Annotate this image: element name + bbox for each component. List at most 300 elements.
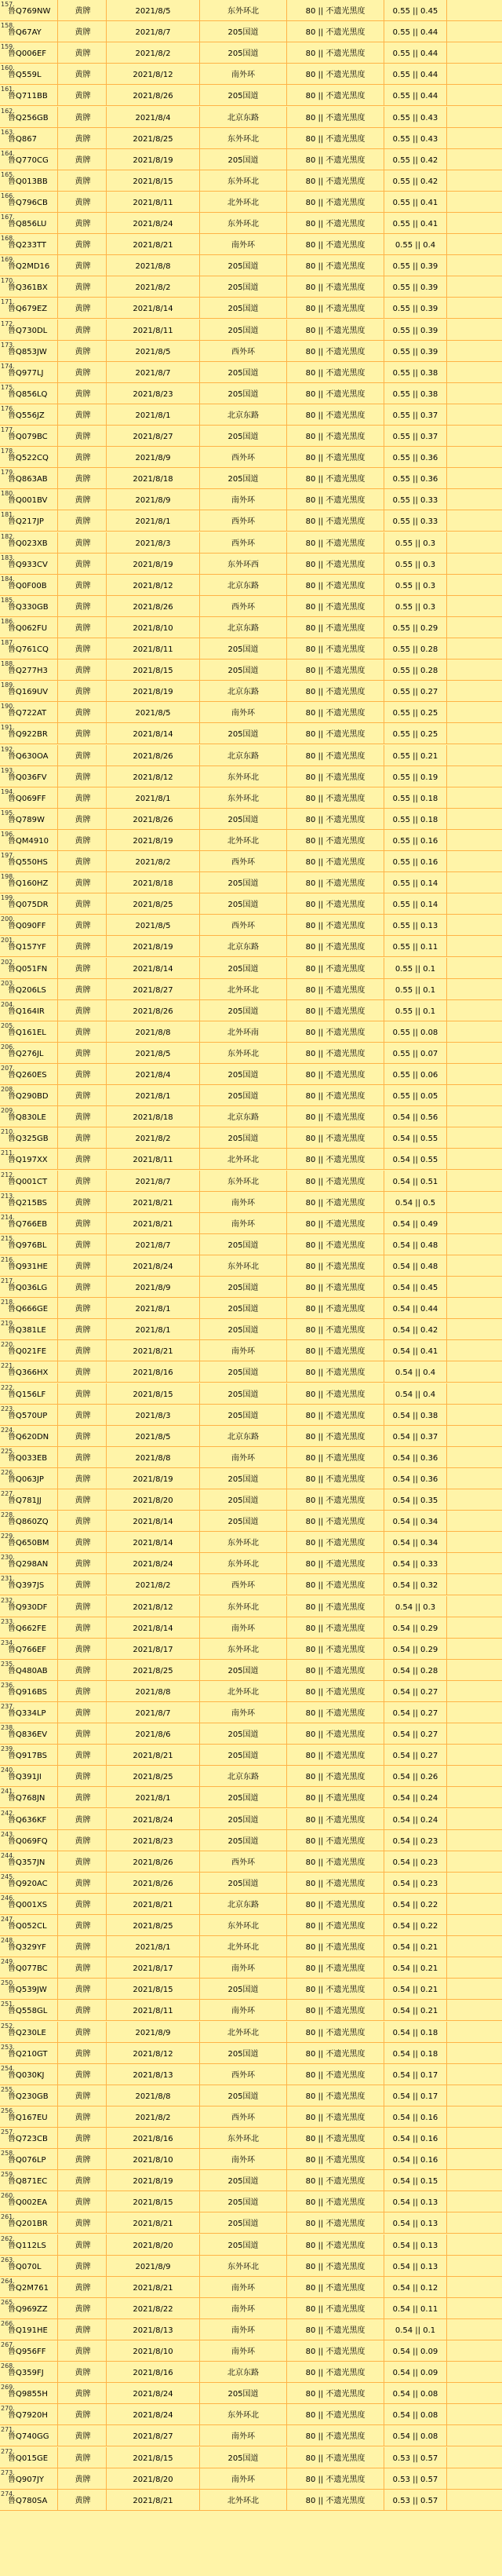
row-index: 241. — [1, 1788, 15, 1796]
table-row — [0, 1957, 502, 1979]
location-cell: 西外环 — [200, 1851, 287, 1872]
score-cell: 0.54 || 0.23 — [384, 1830, 447, 1851]
plate-number: 鲁Q036FV — [6, 766, 58, 787]
row-index: 255. — [1, 2085, 15, 2093]
row-index: 207. — [1, 1065, 15, 1072]
score-cell: 0.55 || 0.13 — [384, 915, 447, 935]
plate-color: 黄牌 — [60, 128, 107, 148]
score-cell: 0.55 || 0.37 — [384, 426, 447, 446]
plate-color: 黄牌 — [60, 1596, 107, 1617]
location-cell: 205国道 — [200, 1830, 287, 1851]
table-row — [0, 2468, 502, 2490]
violation-code: 80 || 不遗光黑度 — [287, 85, 384, 105]
date-cell: 2021/8/16 — [107, 1361, 200, 1382]
row-index: 258. — [1, 2150, 15, 2158]
score-cell: 0.53 || 0.57 — [384, 2447, 447, 2468]
row-index: 201. — [1, 937, 15, 945]
date-cell: 2021/8/26 — [107, 745, 200, 765]
row-index: 178. — [1, 448, 15, 455]
violation-code: 80 || 不遗光黑度 — [287, 575, 384, 595]
row-index: 222. — [1, 1383, 15, 1391]
violation-code: 80 || 不遗光黑度 — [287, 2000, 384, 2020]
plate-number: 鲁Q856LU — [6, 213, 58, 233]
violation-code: 80 || 不遗光黑度 — [287, 1511, 384, 1531]
location-cell: 205国道 — [200, 2234, 287, 2255]
row-index: 176. — [1, 404, 15, 412]
table-row — [0, 1361, 502, 1383]
date-cell: 2021/8/5 — [107, 702, 200, 722]
plate-number: 鲁Q069FF — [6, 787, 58, 808]
violation-code: 80 || 不遗光黑度 — [287, 1064, 384, 1084]
date-cell: 2021/8/11 — [107, 2000, 200, 2020]
location-cell: 南外环 — [200, 2277, 287, 2297]
plate-color: 黄牌 — [60, 1085, 107, 1105]
date-cell: 2021/8/18 — [107, 872, 200, 893]
plate-color: 黄牌 — [60, 1319, 107, 1339]
violation-code: 80 || 不遗光黑度 — [287, 2043, 384, 2063]
date-cell: 2021/8/11 — [107, 1149, 200, 1169]
location-cell: 205国道 — [200, 2191, 287, 2212]
score-cell: 0.54 || 0.13 — [384, 2234, 447, 2255]
violation-code: 80 || 不遗光黑度 — [287, 1660, 384, 1680]
score-cell: 0.55 || 0.4 — [384, 234, 447, 254]
violation-code: 80 || 不遗光黑度 — [287, 1085, 384, 1105]
plate-color: 黄牌 — [60, 276, 107, 297]
score-cell: 0.55 || 0.45 — [384, 0, 447, 20]
date-cell: 2021/8/15 — [107, 170, 200, 191]
score-cell: 0.54 || 0.27 — [384, 1723, 447, 1744]
row-index: 167. — [1, 214, 15, 221]
row-index: 268. — [1, 2362, 15, 2370]
location-cell: 北京东路 — [200, 1894, 287, 1914]
location-cell: 南外环 — [200, 1192, 287, 1212]
date-cell: 2021/8/14 — [107, 1617, 200, 1638]
row-index: 196. — [1, 830, 15, 838]
plate-number: 鲁Q359FJ — [6, 2362, 58, 2382]
violation-code: 80 || 不遗光黑度 — [287, 936, 384, 956]
table-row — [0, 532, 502, 554]
plate-color: 黄牌 — [60, 1489, 107, 1510]
plate-number: 鲁Q033EB — [6, 1447, 58, 1467]
location-cell: 北京东路 — [200, 575, 287, 595]
location-cell: 南外环 — [200, 1340, 287, 1361]
violation-code: 80 || 不遗光黑度 — [287, 1447, 384, 1467]
violation-code: 80 || 不遗光黑度 — [287, 192, 384, 212]
plate-number: 鲁Q169UV — [6, 681, 58, 701]
plate-number: 鲁Q277H3 — [6, 660, 58, 680]
plate-number: 鲁Q290BD — [6, 1085, 58, 1105]
plate-color: 黄牌 — [60, 1915, 107, 1935]
plate-color: 黄牌 — [60, 851, 107, 871]
location-cell: 南外环 — [200, 1702, 287, 1723]
location-cell: 205国道 — [200, 255, 287, 276]
table-row — [0, 383, 502, 404]
score-cell: 0.55 || 0.06 — [384, 1064, 447, 1084]
plate-color: 黄牌 — [60, 1830, 107, 1851]
plate-number: 鲁Q230LE — [6, 2022, 58, 2042]
row-index: 265. — [1, 2298, 15, 2306]
date-cell: 2021/8/26 — [107, 85, 200, 105]
location-cell: 西外环 — [200, 851, 287, 871]
table-row — [0, 1851, 502, 1873]
plate-color: 黄牌 — [60, 1957, 107, 1978]
violation-code: 80 || 不遗光黑度 — [287, 2319, 384, 2340]
location-cell: 北外环南 — [200, 1021, 287, 1042]
score-cell: 0.54 || 0.16 — [384, 2106, 447, 2127]
plate-number: 鲁Q976BL — [6, 1234, 58, 1255]
violation-code: 80 || 不遗光黑度 — [287, 2022, 384, 2042]
row-index: 202. — [1, 958, 15, 966]
row-index: 211. — [1, 1149, 15, 1157]
plate-color: 黄牌 — [60, 2212, 107, 2233]
location-cell: 北外环北 — [200, 830, 287, 850]
plate-number: 鲁Q650BM — [6, 1532, 58, 1552]
violation-code: 80 || 不遗光黑度 — [287, 1192, 384, 1212]
location-cell: 205国道 — [200, 1277, 287, 1297]
table-row — [0, 554, 502, 575]
score-cell: 0.55 || 0.43 — [384, 107, 447, 127]
violation-code: 80 || 不遗光黑度 — [287, 2277, 384, 2297]
plate-color: 黄牌 — [60, 2085, 107, 2106]
table-row — [0, 1532, 502, 1553]
table-row — [0, 2064, 502, 2085]
plate-number: 鲁Q002EA — [6, 2191, 58, 2212]
plate-color: 黄牌 — [60, 979, 107, 999]
plate-color: 黄牌 — [60, 447, 107, 467]
score-cell: 0.54 || 0.13 — [384, 2212, 447, 2233]
plate-number: 鲁Q630OA — [6, 745, 58, 765]
score-cell: 0.54 || 0.48 — [384, 1234, 447, 1255]
plate-number: 鲁Q366HX — [6, 1361, 58, 1382]
table-row — [0, 2298, 502, 2319]
table-row — [0, 2340, 502, 2362]
table-row — [0, 1043, 502, 1064]
date-cell: 2021/8/7 — [107, 1234, 200, 1255]
location-cell: 205国道 — [200, 1468, 287, 1489]
score-cell: 0.54 || 0.55 — [384, 1149, 447, 1169]
table-row — [0, 2085, 502, 2106]
table-row — [0, 1915, 502, 1936]
date-cell: 2021/8/19 — [107, 2170, 200, 2191]
date-cell: 2021/8/21 — [107, 1213, 200, 1233]
score-cell: 0.54 || 0.29 — [384, 1617, 447, 1638]
date-cell: 2021/8/24 — [107, 213, 200, 233]
plate-number: 鲁Q722AT — [6, 702, 58, 722]
table-row — [0, 1766, 502, 1787]
plate-color: 黄牌 — [60, 2256, 107, 2276]
score-cell: 0.54 || 0.41 — [384, 1340, 447, 1361]
table-row — [0, 170, 502, 192]
violation-code: 80 || 不遗光黑度 — [287, 1171, 384, 1191]
row-index: 270. — [1, 2405, 15, 2413]
date-cell: 2021/8/14 — [107, 723, 200, 744]
score-cell: 0.55 || 0.44 — [384, 64, 447, 84]
row-index: 181. — [1, 511, 15, 519]
violation-code: 80 || 不遗光黑度 — [287, 362, 384, 382]
violation-code: 80 || 不遗光黑度 — [287, 255, 384, 276]
table-row — [0, 298, 502, 319]
table-row — [0, 1574, 502, 1595]
location-cell: 205国道 — [200, 809, 287, 829]
row-index: 209. — [1, 1107, 15, 1115]
location-cell: 南外环 — [200, 2000, 287, 2020]
table-row — [0, 1405, 502, 1426]
location-cell: 205国道 — [200, 893, 287, 914]
row-index: 239. — [1, 1745, 15, 1753]
table-row — [0, 787, 502, 809]
row-index: 168. — [1, 235, 15, 243]
table-row — [0, 1787, 502, 1808]
row-index: 157. — [1, 1, 15, 8]
row-index: 189. — [1, 681, 15, 689]
row-index: 261. — [1, 2213, 15, 2221]
score-cell: 0.54 || 0.13 — [384, 2191, 447, 2212]
score-cell: 0.54 || 0.18 — [384, 2043, 447, 2063]
location-cell: 205国道 — [200, 298, 287, 318]
location-cell: 北外环北 — [200, 2490, 287, 2510]
violation-code: 80 || 不遗光黑度 — [287, 170, 384, 191]
score-cell: 0.55 || 0.3 — [384, 532, 447, 553]
plate-number: 鲁Q836EV — [6, 1723, 58, 1744]
row-index: 172. — [1, 320, 15, 327]
row-index: 191. — [1, 724, 15, 732]
table-row — [0, 0, 502, 21]
violation-code: 80 || 不遗光黑度 — [287, 1149, 384, 1169]
violation-code: 80 || 不遗光黑度 — [287, 107, 384, 127]
row-index: 190. — [1, 703, 15, 711]
plate-number: 鲁Q330GB — [6, 596, 58, 616]
location-cell: 205国道 — [200, 149, 287, 170]
row-index: 183. — [1, 554, 15, 561]
date-cell: 2021/8/21 — [107, 1340, 200, 1361]
location-cell: 西外环 — [200, 341, 287, 361]
table-row — [0, 1149, 502, 1170]
score-cell: 0.54 || 0.38 — [384, 1405, 447, 1425]
plate-number: 鲁Q2M761 — [6, 2277, 58, 2297]
score-cell: 0.55 || 0.28 — [384, 638, 447, 659]
date-cell: 2021/8/2 — [107, 851, 200, 871]
plate-number: 鲁Q933CV — [6, 554, 58, 574]
location-cell: 东外环北 — [200, 1596, 287, 1617]
score-cell: 0.54 || 0.21 — [384, 2000, 447, 2020]
plate-number: 鲁Q977LJ — [6, 362, 58, 382]
location-cell: 南外环 — [200, 2468, 287, 2489]
score-cell: 0.54 || 0.36 — [384, 1447, 447, 1467]
table-row — [0, 2425, 502, 2446]
date-cell: 2021/8/15 — [107, 1383, 200, 1404]
date-cell: 2021/8/20 — [107, 2234, 200, 2255]
date-cell: 2021/8/1 — [107, 1787, 200, 1807]
plate-color: 黄牌 — [60, 830, 107, 850]
plate-number: 鲁Q070L — [6, 2256, 58, 2276]
location-cell: 东外环北 — [200, 1255, 287, 1276]
violation-code: 80 || 不遗光黑度 — [287, 0, 384, 20]
score-cell: 0.55 || 0.38 — [384, 362, 447, 382]
row-index: 210. — [1, 1128, 15, 1136]
violation-code: 80 || 不遗光黑度 — [287, 554, 384, 574]
row-index: 193. — [1, 766, 15, 774]
plate-number: 鲁Q766EB — [6, 1213, 58, 1233]
date-cell: 2021/8/18 — [107, 1106, 200, 1127]
violation-code: 80 || 不遗光黑度 — [287, 1766, 384, 1786]
violation-code: 80 || 不遗光黑度 — [287, 1639, 384, 1659]
score-cell: 0.53 || 0.57 — [384, 2490, 447, 2510]
date-cell: 2021/8/2 — [107, 2106, 200, 2127]
violation-code: 80 || 不遗光黑度 — [287, 1000, 384, 1021]
location-cell: 西外环 — [200, 915, 287, 935]
score-cell: 0.54 || 0.27 — [384, 1681, 447, 1701]
plate-color: 黄牌 — [60, 2319, 107, 2340]
score-cell: 0.55 || 0.19 — [384, 766, 447, 787]
row-index: 217. — [1, 1277, 15, 1284]
date-cell: 2021/8/12 — [107, 766, 200, 787]
plate-color: 黄牌 — [60, 2298, 107, 2318]
table-row — [0, 64, 502, 85]
location-cell: 205国道 — [200, 2085, 287, 2106]
score-cell: 0.54 || 0.21 — [384, 1979, 447, 1999]
row-index: 216. — [1, 1255, 15, 1263]
row-index: 250. — [1, 1979, 15, 1987]
plate-number: 鲁Q191HE — [6, 2319, 58, 2340]
table-row — [0, 660, 502, 681]
date-cell: 2021/8/13 — [107, 2064, 200, 2085]
location-cell: 东外环北 — [200, 1639, 287, 1659]
score-cell: 0.54 || 0.27 — [384, 1702, 447, 1723]
plate-number: 鲁Q856LQ — [6, 383, 58, 404]
date-cell: 2021/8/23 — [107, 383, 200, 404]
row-index: 228. — [1, 1511, 15, 1519]
location-cell: 南外环 — [200, 489, 287, 510]
plate-color: 黄牌 — [60, 617, 107, 638]
row-index: 274. — [1, 2490, 15, 2497]
plate-color: 黄牌 — [60, 1127, 107, 1148]
plate-number: 鲁Q079BC — [6, 426, 58, 446]
table-row — [0, 2149, 502, 2170]
violation-code: 80 || 不遗光黑度 — [287, 723, 384, 744]
location-cell: 205国道 — [200, 2043, 287, 2063]
violation-code: 80 || 不遗光黑度 — [287, 1255, 384, 1276]
date-cell: 2021/8/8 — [107, 1021, 200, 1042]
score-cell: 0.54 || 0.28 — [384, 1660, 447, 1680]
violation-code: 80 || 不遗光黑度 — [287, 596, 384, 616]
date-cell: 2021/8/10 — [107, 617, 200, 638]
violation-code: 80 || 不遗光黑度 — [287, 383, 384, 404]
score-cell: 0.54 || 0.34 — [384, 1511, 447, 1531]
table-row — [0, 1660, 502, 1681]
date-cell: 2021/8/15 — [107, 2447, 200, 2468]
plate-number: 鲁Q112LS — [6, 2234, 58, 2255]
location-cell: 205国道 — [200, 1319, 287, 1339]
row-index: 212. — [1, 1171, 15, 1178]
score-cell: 0.54 || 0.29 — [384, 1639, 447, 1659]
score-cell: 0.54 || 0.42 — [384, 1319, 447, 1339]
location-cell: 南外环 — [200, 2298, 287, 2318]
plate-color: 黄牌 — [60, 1298, 107, 1318]
date-cell: 2021/8/21 — [107, 234, 200, 254]
row-index: 203. — [1, 979, 15, 987]
location-cell: 东外环北 — [200, 1043, 287, 1063]
table-row — [0, 426, 502, 447]
plate-color: 黄牌 — [60, 1681, 107, 1701]
score-cell: 0.54 || 0.18 — [384, 2022, 447, 2042]
row-index: 248. — [1, 1937, 15, 1945]
table-row — [0, 2212, 502, 2234]
score-cell: 0.54 || 0.22 — [384, 1894, 447, 1914]
row-index: 259. — [1, 2171, 15, 2179]
date-cell: 2021/8/7 — [107, 1171, 200, 1191]
date-cell: 2021/8/9 — [107, 1277, 200, 1297]
score-cell: 0.54 || 0.32 — [384, 1574, 447, 1595]
table-row — [0, 1021, 502, 1043]
location-cell: 205国道 — [200, 1234, 287, 1255]
plate-number: 鲁Q796CB — [6, 192, 58, 212]
row-index: 232. — [1, 1596, 15, 1604]
plate-color: 黄牌 — [60, 404, 107, 425]
violation-code: 80 || 不遗光黑度 — [287, 1574, 384, 1595]
plate-color: 黄牌 — [60, 341, 107, 361]
plate-color: 黄牌 — [60, 2106, 107, 2127]
location-cell: 南外环 — [200, 702, 287, 722]
plate-number: 鲁Q860ZQ — [6, 1511, 58, 1531]
plate-number: 鲁Q006EF — [6, 42, 58, 63]
plate-color: 黄牌 — [60, 2425, 107, 2446]
date-cell: 2021/8/25 — [107, 128, 200, 148]
plate-color: 黄牌 — [60, 2490, 107, 2510]
location-cell: 南外环 — [200, 2149, 287, 2169]
table-row — [0, 681, 502, 702]
location-cell: 东外环北 — [200, 1553, 287, 1573]
location-cell: 205国道 — [200, 660, 287, 680]
plate-number: 鲁Q956FF — [6, 2340, 58, 2361]
violation-code: 80 || 不遗光黑度 — [287, 1106, 384, 1127]
plate-number: 鲁Q768JN — [6, 1787, 58, 1807]
location-cell: 南外环 — [200, 2340, 287, 2361]
violation-code: 80 || 不遗光黑度 — [287, 766, 384, 787]
table-row — [0, 1702, 502, 1723]
score-cell: 0.55 || 0.33 — [384, 489, 447, 510]
date-cell: 2021/8/25 — [107, 1766, 200, 1786]
violation-code: 80 || 不遗光黑度 — [287, 2404, 384, 2424]
row-index: 252. — [1, 2022, 15, 2030]
row-index: 244. — [1, 1851, 15, 1859]
table-row — [0, 341, 502, 362]
violation-code: 80 || 不遗光黑度 — [287, 1426, 384, 1446]
violation-code: 80 || 不遗光黑度 — [287, 745, 384, 765]
date-cell: 2021/8/5 — [107, 341, 200, 361]
table-row — [0, 42, 502, 64]
score-cell: 0.55 || 0.3 — [384, 596, 447, 616]
plate-number: 鲁Q021FE — [6, 1340, 58, 1361]
plate-color: 黄牌 — [60, 1511, 107, 1531]
table-row — [0, 745, 502, 766]
date-cell: 2021/8/4 — [107, 107, 200, 127]
plate-color: 黄牌 — [60, 489, 107, 510]
row-index: 159. — [1, 43, 15, 51]
score-cell: 0.54 || 0.24 — [384, 1809, 447, 1829]
row-index: 219. — [1, 1320, 15, 1328]
table-row — [0, 1723, 502, 1745]
location-cell: 北外环北 — [200, 1936, 287, 1957]
violation-code: 80 || 不遗光黑度 — [287, 638, 384, 659]
location-cell: 205国道 — [200, 1873, 287, 1893]
table-row — [0, 915, 502, 936]
table-row — [0, 192, 502, 213]
date-cell: 2021/8/7 — [107, 21, 200, 42]
plate-number: 鲁Q770CG — [6, 149, 58, 170]
plate-color: 黄牌 — [60, 2000, 107, 2020]
date-cell: 2021/8/1 — [107, 1319, 200, 1339]
table-row — [0, 2362, 502, 2383]
